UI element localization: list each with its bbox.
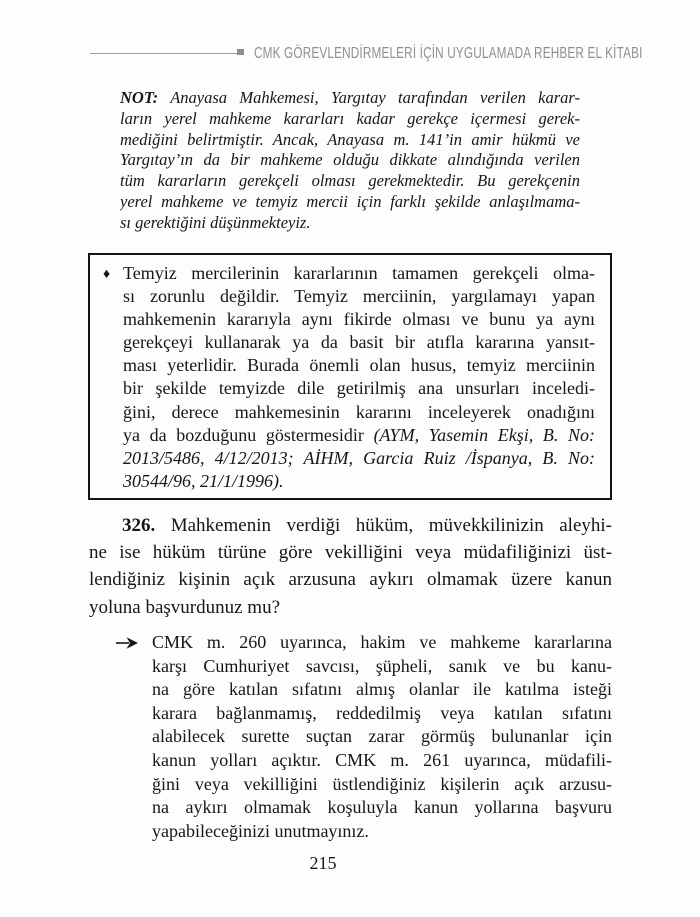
box-line: mahkemenin kararıyla aynı fikirde olması ve bunu ya aynı bbox=[123, 309, 595, 330]
list-line: kanun yolları açıktır. CMK m. 261 uyarınca, müdafili- bbox=[152, 749, 612, 770]
list-item bbox=[152, 631, 612, 843]
box-line-roman: ya da bozduğunu göstermesidir bbox=[123, 424, 374, 445]
question-line-text: Mahkemenin verdiği hüküm, müvekkilinizin aleyhi- bbox=[155, 515, 612, 536]
note-line bbox=[120, 88, 580, 109]
box-line: bir şekilde temyizde dile getirilmiş ana unsurları inceledi- bbox=[123, 378, 595, 399]
list-line: karşı Cumhuriyet savcısı, şüpheli, sanık ve bu kanu- bbox=[152, 655, 612, 676]
list-line: na göre katılan sıfatını almış olanlar ile katılma isteği bbox=[152, 679, 612, 700]
header-square-marker-icon bbox=[237, 49, 244, 55]
note-line: yerel mahkeme ve temyiz mercii için farklı şekilde anlaşılmama- bbox=[120, 191, 580, 211]
list-line: ğini veya vekilliğini üstlendiğiniz kişilerin açık arzusu- bbox=[152, 773, 612, 794]
note-paragraph bbox=[120, 88, 580, 234]
question-number: 326. bbox=[122, 515, 156, 536]
list-line: CMK m. 260 uyarınca, hakim ve mahkeme kararlarına bbox=[152, 632, 612, 652]
list-line: karara bağlanmamış, reddedilmiş veya katılan sıfatını bbox=[152, 702, 612, 723]
box-line: ğini, derece mahkemesinin kararını inceleyerek onadığını bbox=[123, 401, 595, 422]
note-line: tüm kararların gerekçeli olması gerekmektedir. Bu gerekçenin bbox=[120, 171, 580, 191]
question-paragraph bbox=[89, 512, 612, 621]
list-line: yapabileceğinizi unutmayınız. bbox=[152, 820, 369, 841]
box-line bbox=[123, 424, 595, 447]
page-number: 215 bbox=[309, 853, 337, 873]
box-line: Temyiz mercilerinin kararlarının tamamen gerekçeli olma- bbox=[123, 263, 595, 283]
note-line: sı gerektiğini düşünmekteyiz. bbox=[120, 212, 311, 232]
header-rule bbox=[90, 53, 237, 54]
arrow-bullet-icon bbox=[116, 636, 138, 650]
box-text bbox=[123, 262, 595, 493]
diamond-bullet-icon: ♦ bbox=[103, 267, 111, 282]
note-line-text: Anayasa Mahkemesi, Yargıtay tarafından verilen karar- bbox=[158, 88, 580, 107]
box-line: ması yeterlidir. Burada önemli olan husus, temyiz merciinin bbox=[123, 355, 595, 376]
question-line: lendiğiniz kişinin açık arzusuna aykırı olmamak üzere kanun bbox=[89, 569, 612, 591]
box-line-citation: 30544/96, 21/1/1996). bbox=[123, 470, 284, 491]
list-line: na aykırı olmamak koşuluyla kanun yollarına başvuru bbox=[152, 797, 612, 818]
note-label: NOT: bbox=[120, 88, 159, 107]
note-line: mediğini belirtmiştir. Ancak, Anayasa m. 141’in amir hükmü ve bbox=[120, 129, 580, 149]
note-line: ların yerel mahkeme kararları kadar gerekçe içermesi gerek- bbox=[120, 108, 580, 128]
question-line: yoluna başvurdunuz mu? bbox=[89, 596, 281, 618]
running-head-text: CMK GÖREVLENDİRMELERİ İÇİN UYGULAMADA REHBER EL KİTABI bbox=[254, 45, 643, 62]
box-line-citation: 2013/5486, 4/12/2013; AİHM, Garcia Ruiz /İspanya, B. No: bbox=[123, 447, 595, 468]
question-line: ne ise hüküm türüne göre vekilliğini veya müdafiliğinizi üst- bbox=[89, 542, 612, 564]
box-line-citation: (AYM, Yasemin Ekşi, B. No: bbox=[373, 424, 595, 445]
box-line: sı zorunlu değildir. Temyiz merciinin, yargılamayı yapan bbox=[123, 286, 595, 307]
question-line bbox=[89, 512, 612, 539]
box-line: gerekçeyi kullanarak ya da basit bir atıfla kararına yansıt- bbox=[123, 332, 595, 353]
list-line: alabilecek surette suçtan zarar görmüş bulunanlar için bbox=[152, 726, 612, 747]
running-head bbox=[254, 45, 700, 63]
note-line: Yargıtay’ın da bir mahkeme olduğu dikkate alındığında verilen bbox=[120, 150, 580, 170]
highlight-box bbox=[88, 253, 612, 500]
